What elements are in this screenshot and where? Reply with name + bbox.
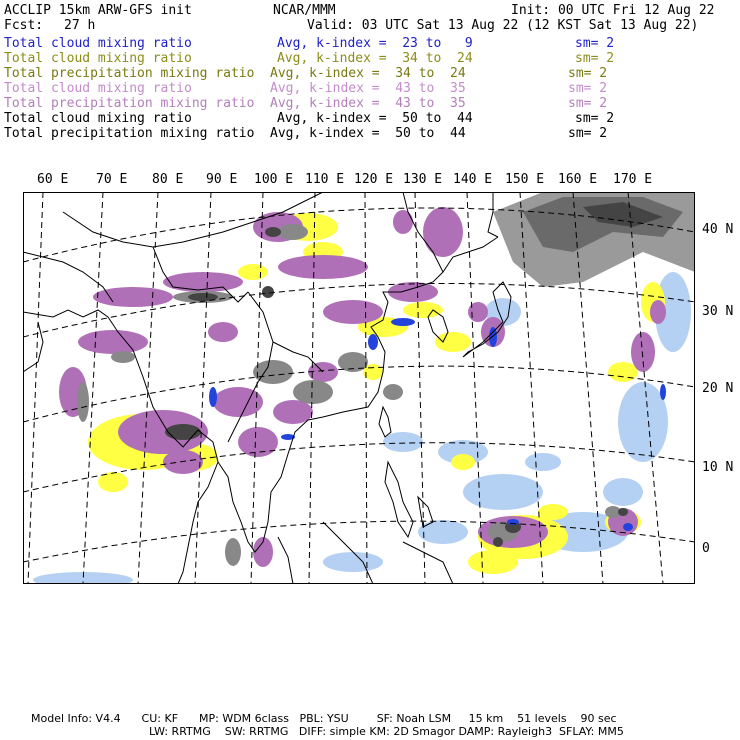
legend-field: Total precipitation mixing ratio [4,126,255,141]
lat-label: 30 N [702,304,734,319]
legend-field: Total precipitation mixing ratio [4,96,255,111]
lon-label: 130 E [403,172,443,187]
lat-label: 20 N [702,381,734,396]
legend-field: Total cloud mixing ratio [4,111,192,126]
legend-field: Total precipitation mixing ratio [4,66,255,81]
lon-label: 70 E [96,172,128,187]
lon-label: 60 E [37,172,69,187]
legend-desc: Avg, k-index = 34 to 24 [277,51,473,66]
lat-label: 10 N [702,460,734,475]
legend-field: Total cloud mixing ratio [4,81,192,96]
model-center: NCAR/MMM [273,3,336,18]
init-time: Init: 00 UTC Fri 12 Aug 22 [511,3,715,18]
lon-label: 120 E [354,172,394,187]
lon-label: 100 E [254,172,294,187]
legend-field: Total cloud mixing ratio [4,36,192,51]
model-info-line-1: Model Info: V4.4 CU: KF MP: WDM 6class PBL: YSU SF: Noah LSM 15 km 51 levels 90 sec [31,712,617,725]
valid-time: Valid: 03 UTC Sat 13 Aug 22 (12 KST Sat 13 Aug 22) [307,18,699,33]
lat-label: 0 [702,541,710,556]
forecast-label: Fcst: [4,18,44,33]
legend-field: Total cloud mixing ratio [4,51,192,66]
legend-desc: Avg, k-index = 50 to 44 [277,111,473,126]
legend-smooth: sm= 2 [568,96,608,111]
lon-label: 170 E [613,172,653,187]
legend-desc: Avg, k-index = 43 to 35 [270,96,466,111]
lon-label: 80 E [152,172,184,187]
legend-smooth: sm= 2 [568,81,608,96]
legend-desc: Avg, k-index = 50 to 44 [270,126,466,141]
lon-label: 150 E [505,172,545,187]
lon-label: 110 E [305,172,345,187]
legend-desc: Avg, k-index = 43 to 35 [270,81,466,96]
legend-smooth: sm= 2 [568,126,608,141]
model-info-line-2: LW: RRTMG SW: RRTMG DIFF: simple KM: 2D Smagor DAMP: Rayleigh3 SFLAY: MM5 [149,725,624,738]
forecast-map [23,192,695,584]
lon-label: 140 E [453,172,493,187]
legend-smooth: sm= 2 [575,36,615,51]
lon-label: 90 E [206,172,238,187]
legend-desc: Avg, k-index = 23 to 9 [277,36,473,51]
forecast-hour: 27 h [64,18,96,33]
model-title: ACCLIP 15km ARW-GFS init [4,3,192,18]
legend-smooth: sm= 2 [575,111,615,126]
legend-smooth: sm= 2 [575,51,615,66]
legend-desc: Avg, k-index = 34 to 24 [270,66,466,81]
lat-label: 40 N [702,222,734,237]
legend-smooth: sm= 2 [568,66,608,81]
lon-label: 160 E [558,172,598,187]
